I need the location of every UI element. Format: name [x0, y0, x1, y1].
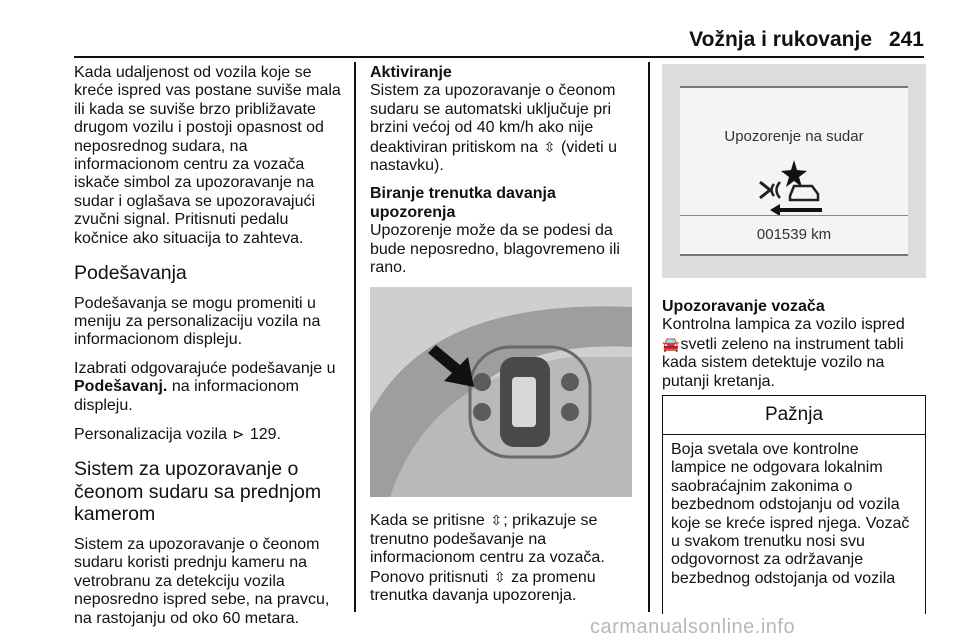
- chapter-title: Vožnja i rukovanje: [689, 28, 872, 51]
- site-watermark: carmanualsonline.info: [590, 616, 796, 638]
- display-title: Upozorenje na sudar: [724, 128, 864, 145]
- press-paragraph: Kada se pritisne ⇳; prikazuje se trenutno podešavanje na informacionom centru za vozača. Ponovo pritisnuti ⇳ za promenu trenutka davanja upozorenja.: [370, 512, 605, 605]
- driver-warning-heading: Upozoravanje vozača: [662, 298, 825, 315]
- display-separator: [680, 215, 908, 217]
- caution-title: Pažnja: [663, 396, 925, 435]
- timing-heading: Biranje trenutka davanja upozorenja: [370, 185, 556, 221]
- distance-button-icon: ⇳: [493, 568, 506, 585]
- personalization-reference: Personalizacija vozila ⊳ 129.: [74, 426, 281, 443]
- intro-paragraph: Kada udaljenost od vozila koje se kreće ispred vas postane suviše mala ili kada se suviše brzo približavate drugom vozilu i postoji opasnost od neposrednog sudara, na informacionom centru za vozača iskače simbol za upozoravanje na sudar i oglašava se upozoravajući zvučni signal. Pritisnuti pedalu kočnice ako situacija to zahteva.: [74, 64, 341, 247]
- section-paragraph: Sistem za upozoravanje o čeonom sudaru koristi prednju kameru na vetrobranu za detekciju vozila neposredno ispred sebe, na pravcu, na rastojanju od oko 60 metara.: [74, 535, 330, 627]
- distance-button-icon: ⇳: [543, 138, 556, 155]
- distance-button-icon: ⇳: [490, 512, 503, 529]
- vehicle-ahead-icon: 🚘: [662, 335, 680, 352]
- driver-warning-paragraph: Kontrolna lampica za vozilo ispred 🚘 svetli zeleno na instrument tabli kada sistem detektuje vozilo na putanji kretanja.: [662, 316, 905, 390]
- column-1: [74, 64, 344, 638]
- menu-item-reference: Podešavanj.: [74, 378, 168, 396]
- display-screen: [680, 86, 908, 256]
- page-number: 241: [888, 28, 924, 51]
- caution-body: Boja svetala ove kontrolne lampice ne odgovara lokalnim saobraćajnim zakonima o bezbednom odstojanju od vozila koje se kreće ispred njega. Vozač u svakom trenutku nosi svu odgovornost za održavanje bezbednog odstojanja od vozila: [671, 441, 910, 587]
- column-2: [370, 64, 640, 616]
- driver-info-display-image: [662, 64, 926, 278]
- activation-paragraph: Sistem za upozoravanje o čeonom sudaru se automatski uključuje pri brzini većoj od 40 km/h ako nije deaktiviran pritiskom na ⇳ (videti u nastavku).: [370, 82, 617, 175]
- collision-warning-icon: [756, 158, 836, 218]
- caution-box: [662, 395, 926, 614]
- column-divider-1: [354, 62, 356, 612]
- settings-paragraph: Podešavanja se mogu promeniti u meniju za personalizaciju vozila na informacionom displeju.: [74, 294, 321, 349]
- settings-heading: Podešavanja: [74, 262, 187, 285]
- steering-wheel-image: [370, 287, 632, 497]
- header-rule: [74, 56, 924, 58]
- activation-heading: Aktiviranje: [370, 64, 452, 81]
- column-divider-2: [648, 62, 650, 612]
- select-setting-paragraph: Izabrati odgovarajuće podešavanje u Podešavanj. na informacionom displeju.: [74, 359, 336, 414]
- page-ref-icon: ⊳: [232, 426, 245, 442]
- section-heading: Sistem za upozoravanje o čeonom sudaru sa prednjom kamerom: [74, 458, 322, 526]
- steering-wheel-illustration: [370, 287, 632, 497]
- page-header: [0, 28, 960, 52]
- odometer-readout: 001539 km: [756, 225, 832, 243]
- column-3: [662, 64, 924, 401]
- timing-paragraph: Upozorenje može da se podesi da bude neposredno, blagovremeno ili rano.: [370, 222, 620, 277]
